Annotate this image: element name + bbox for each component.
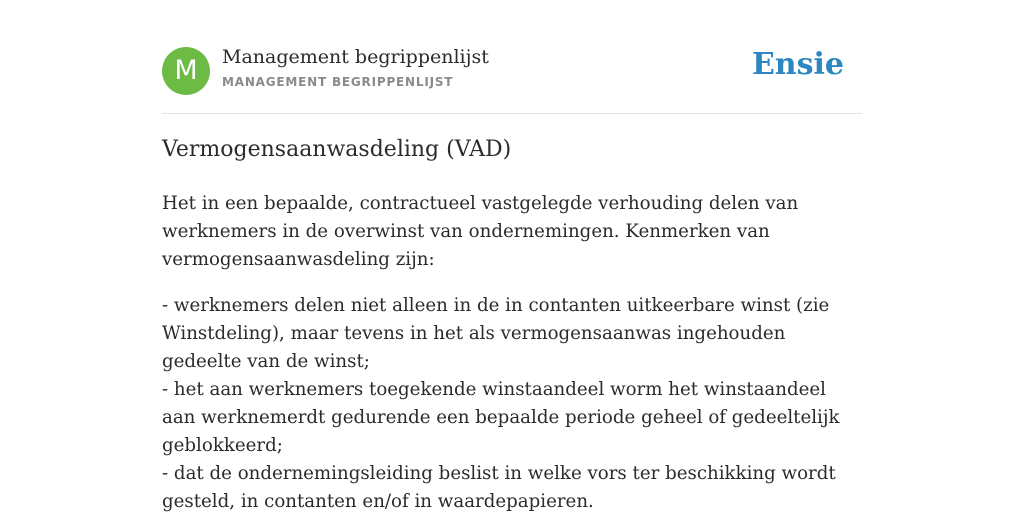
page-title: Vermogensaanwasdeling (VAD) xyxy=(162,137,512,162)
point-item: - dat de ondernemingsleiding beslist in welke vors ter beschikking wordt gesteld, in contanten en/of in waardepapieren. xyxy=(162,463,836,512)
term-points xyxy=(162,292,862,512)
term-definition: Het in een bepaalde, contractueel vastgelegde verhouding delen van werknemers in de overwinst van ondernemingen. Kenmerken van vermogensaanwasdeling zijn: xyxy=(162,193,799,270)
glossary-subtitle[interactable]: MANAGEMENT BEGRIPPENLIJST xyxy=(222,75,454,89)
point-item: - werknemers delen niet alleen in de in contanten uitkeerbare winst (zie Winstdeling), maar tevens in het als vermogensaanwas ingehouden gedeelte van de winst; xyxy=(162,295,830,372)
header xyxy=(162,0,862,114)
ensie-logo[interactable]: Ensie xyxy=(751,47,844,82)
content-container xyxy=(162,0,862,512)
glossary-title[interactable]: Management begrippenlijst xyxy=(222,46,489,68)
term-body xyxy=(162,190,862,512)
point-item: - het aan werknemers toegekende winstaandeel worm het winstaandeel aan werknemerdt gedurende een bepaalde periode geheel of gedeeltelijk geblokkeerd; xyxy=(162,379,840,456)
avatar[interactable]: M xyxy=(162,47,210,95)
